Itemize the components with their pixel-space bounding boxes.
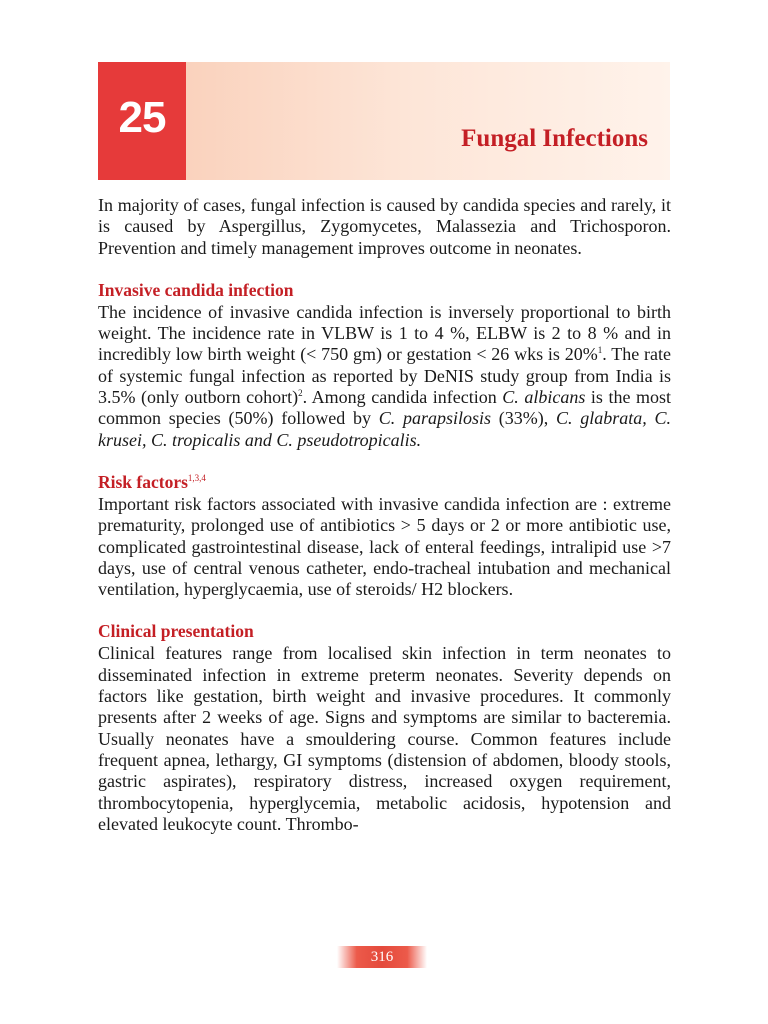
citation-ref: 1,3,4 bbox=[187, 473, 206, 484]
text-span: (33%), bbox=[490, 408, 556, 429]
text-span: is the most common species (50%) followed by bbox=[98, 387, 671, 429]
section-heading-risk-factors bbox=[98, 470, 671, 494]
citation-ref: 2 bbox=[298, 388, 303, 399]
text-span: The incidence of invasive candida infection is inversely proportional to birth weight. The incidence rate in VLBW is 1 to 4 %, ELBW is 2 to 8 % and in incredibly low birth weight (< 750 gm) or gestation < 26 wks is 20% bbox=[98, 301, 671, 365]
section-heading-clinical-presentation: Clinical presentation bbox=[98, 621, 254, 642]
citation-ref: 1 bbox=[597, 345, 603, 356]
invasive-candida-paragraph bbox=[98, 302, 671, 451]
species-name: C. glabrata, C. krusei, C. tropicalis and C. pseudotropicalis. bbox=[98, 408, 672, 450]
text-span: . Among candida infection bbox=[302, 387, 503, 408]
section-heading-invasive-candida: Invasive candida infection bbox=[98, 279, 294, 300]
clinical-presentation-paragraph: Clinical features range from localised skin infection in term neonates to disseminated infection in extreme preterm neonates. Severity depends on factors like gestation, birth weight and invasive procedures. It commonly presents after 2 weeks of age. Signs and symptoms are similar to bacteremia. Usually neonates have a smouldering course. Common features include frequent apnea, lethargy, GI symptoms (distension of abdomen, bloody stools, gastric aspirates), respiratory distress, increased oxygen requirement, thrombocytopenia, hyperglycemia, metabolic acidosis, hypotension and elevated leukocyte count. Thrombo- bbox=[98, 643, 671, 834]
chapter-title-box bbox=[186, 62, 670, 180]
chapter-number: 25 bbox=[118, 93, 166, 142]
risk-factors-paragraph: Important risk factors associated with invasive candida infection are : extreme prematurity, prolonged use of antibiotics > 5 days or 2 or more antibiotic use, complicated gastrointestinal disease, lack of enteral feedings, intralipid use >7 days, use of central venous catheter, endo-tracheal intubation and mechanical ventilation, hyperglycaemia, use of steroids/ H2 blockers. bbox=[98, 493, 671, 600]
intro-paragraph: In majority of cases, fungal infection is caused by candida species and rarely, it is caused by Aspergillus, Zygomycetes, Malassezia and Trichosporon. Prevention and timely management improves outcome in neonates. bbox=[98, 195, 671, 258]
page-content bbox=[98, 195, 671, 835]
text-span: . The rate of systemic fungal infection as reported by DeNIS study group from India is 3.5% (only outborn cohort) bbox=[98, 344, 671, 408]
chapter-title: Fungal Infections bbox=[461, 125, 648, 152]
chapter-number-box bbox=[98, 62, 186, 180]
species-name: C. albicans bbox=[502, 387, 586, 408]
species-name: C. parapsilosis bbox=[378, 408, 491, 429]
page-number: 316 bbox=[370, 948, 394, 965]
heading-text: Risk factors bbox=[98, 471, 188, 492]
page-number-box bbox=[337, 946, 427, 968]
chapter-header bbox=[98, 62, 670, 180]
